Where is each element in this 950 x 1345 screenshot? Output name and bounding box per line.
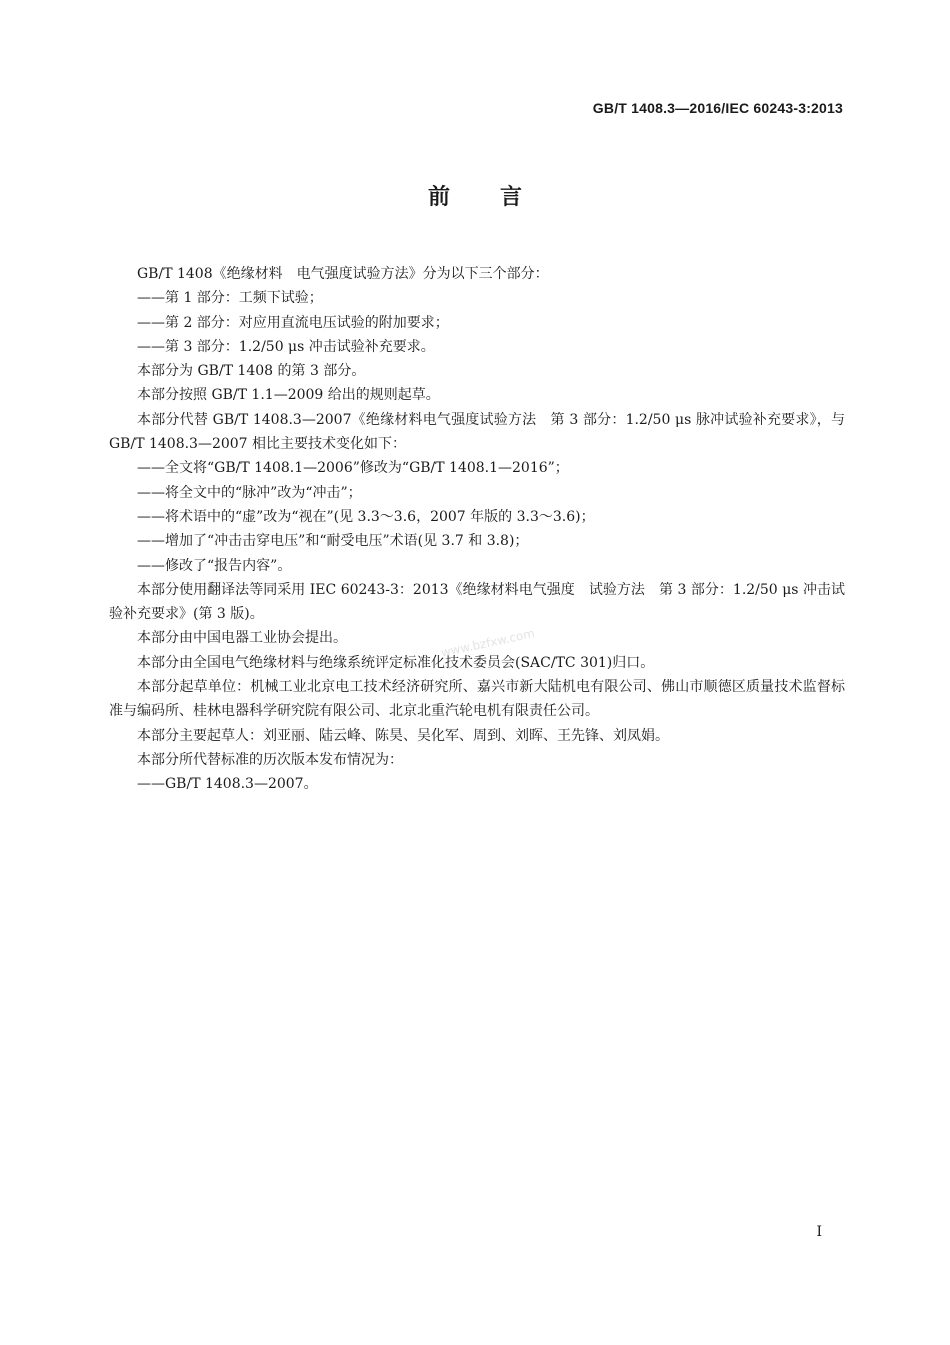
page-title: 前言 [427, 185, 572, 210]
paragraph: 本部分为 GB/T 1408 的第 3 部分。 [137, 363, 366, 380]
paragraph: 本部分由全国电气绝缘材料与绝缘系统评定标准化技术委员会(SAC/TC 301)归口。 [137, 654, 655, 671]
page-number: I [816, 1224, 822, 1240]
list-item: ——修改了“报告内容”。 [137, 557, 292, 574]
list-item: ——将全文中的“脉冲”改为“冲击”； [137, 484, 362, 501]
list-item: ——全文将“GB/T 1408.1—2006”修改为“GB/T 1408.1—2016”； [137, 460, 569, 477]
watermark: www.bzfxw.com [439, 626, 536, 660]
list-item: ——GB/T 1408.3—2007。 [137, 776, 318, 793]
paragraph: 本部分由中国电器工业协会提出。 [137, 630, 347, 647]
list-item: ——第 1 部分：工频下试验； [137, 290, 323, 307]
list-item: ——将术语中的“虚”改为“视在”(见 3.3～3.6，2007 年版的 3.3～3.6)； [137, 508, 595, 525]
paragraph: 本部分使用翻译法等同采用 IEC 60243-3：2013《绝缘材料电气强度 试验方法 第 3 部分：1.2/50 μs 冲击试验补充要求》(第 3 版)。 [109, 581, 845, 623]
paragraph: GB/T 1408《绝缘材料 电气强度试验方法》分为以下三个部分： [137, 266, 549, 282]
list-item: ——第 2 部分：对应用直流电压试验的附加要求； [137, 314, 449, 331]
paragraph: 本部分主要起草人：刘亚丽、陆云峰、陈昊、吴化军、周到、刘晖、王先锋、刘凤娟。 [137, 727, 669, 744]
list-item: ——增加了“冲击击穿电压”和“耐受电压”术语(见 3.7 和 3.8)； [137, 533, 529, 550]
paragraph: 本部分起草单位：机械工业北京电工技术经济研究所、嘉兴市新大陆机电有限公司、佛山市顺德区质量技术监督标准与编码所、桂林电器科学研究院有限公司、北京北重汽轮电机有限责任公司。 [109, 679, 845, 720]
list-item: ——第 3 部分：1.2/50 μs 冲击试验补充要求。 [137, 338, 435, 355]
paragraph: 本部分代替 GB/T 1408.3—2007《绝缘材料电气强度试验方法 第 3 部分：1.2/50 μs 脉冲试验补充要求》，与 GB/T 1408.3—2007 相比主要技术变化如下： [109, 411, 845, 453]
paragraph: 本部分所代替标准的历次版本发布情况为： [137, 751, 403, 768]
foreword-body [109, 262, 845, 797]
standard-number-header: GB/T 1408.3—2016/IEC 60243-3:2013 [592, 100, 843, 116]
paragraph: 本部分按照 GB/T 1.1—2009 给出的规则起草。 [137, 387, 440, 404]
